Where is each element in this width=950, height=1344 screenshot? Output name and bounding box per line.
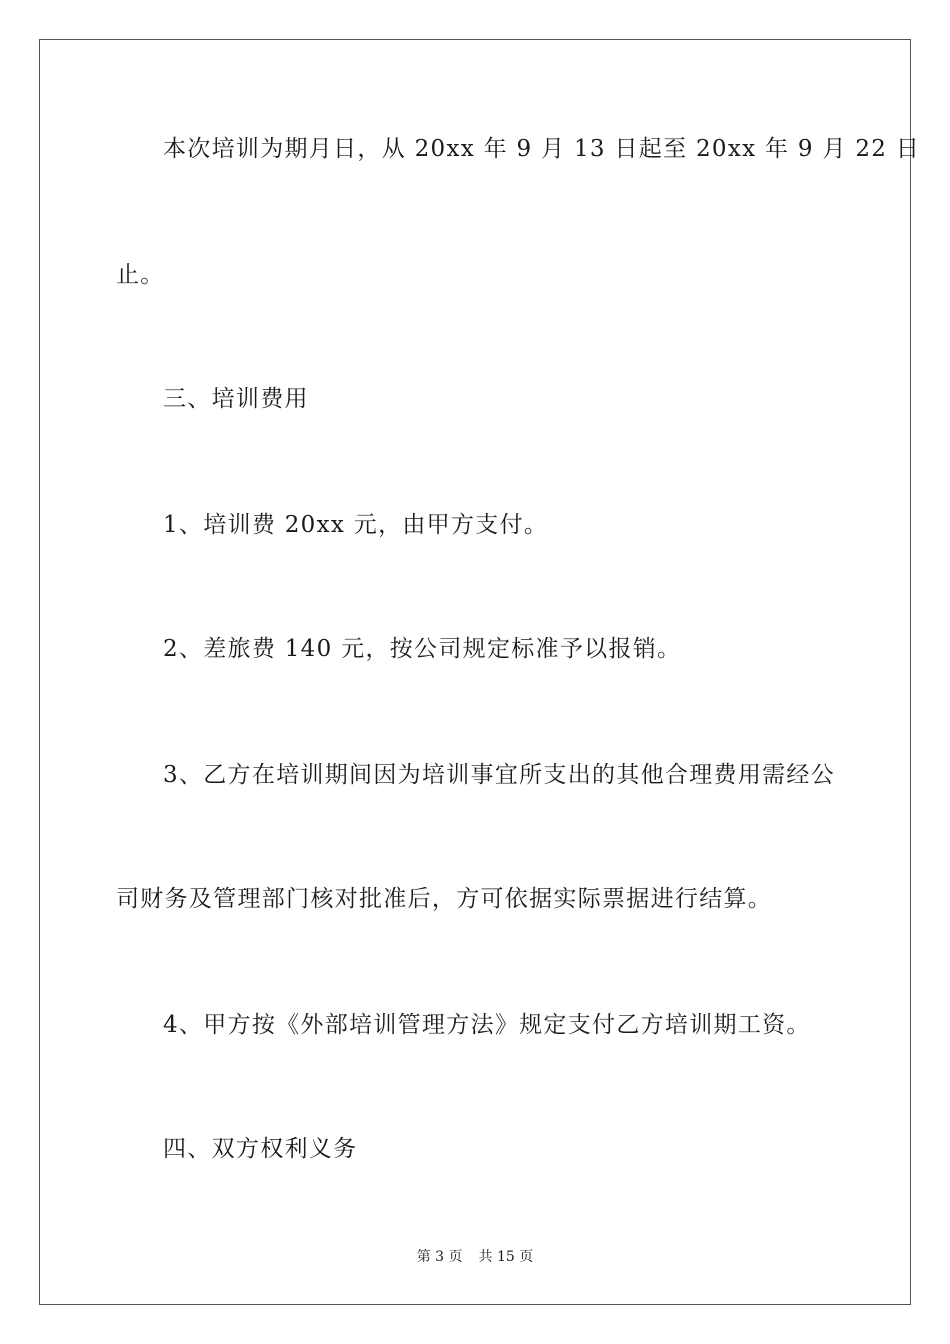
paragraph-fee-item-3: 3、乙方在培训期间因为培训事宜所支出的其他合理费用需经公 <box>163 762 836 788</box>
page-number: 第 3 页 <box>416 1249 463 1265</box>
paragraph-fee-item-3-cont: 司财务及管理部门核对批准后，方可依据实际票据进行结算。 <box>116 886 773 912</box>
paragraph-training-period: 本次培训为期月日，从 20xx 年 9 月 13 日起至 20xx 年 9 月 22 日 <box>163 136 921 162</box>
paragraph-fee-item-2: 2、差旅费 140 元，按公司规定标准予以报销。 <box>163 636 682 662</box>
section-heading-training-fees: 三、培训费用 <box>163 386 309 412</box>
page-total: 共 15 页 <box>478 1249 534 1265</box>
page-border <box>39 39 911 1305</box>
section-heading-rights-obligations: 四、双方权利义务 <box>163 1136 358 1162</box>
page-footer <box>0 1248 950 1266</box>
paragraph-fee-item-4: 4、甲方按《外部培训管理方法》规定支付乙方培训期工资。 <box>163 1012 811 1038</box>
paragraph-fee-item-1: 1、培训费 20xx 元，由甲方支付。 <box>163 512 549 538</box>
paragraph-training-period-end: 止。 <box>116 262 165 288</box>
